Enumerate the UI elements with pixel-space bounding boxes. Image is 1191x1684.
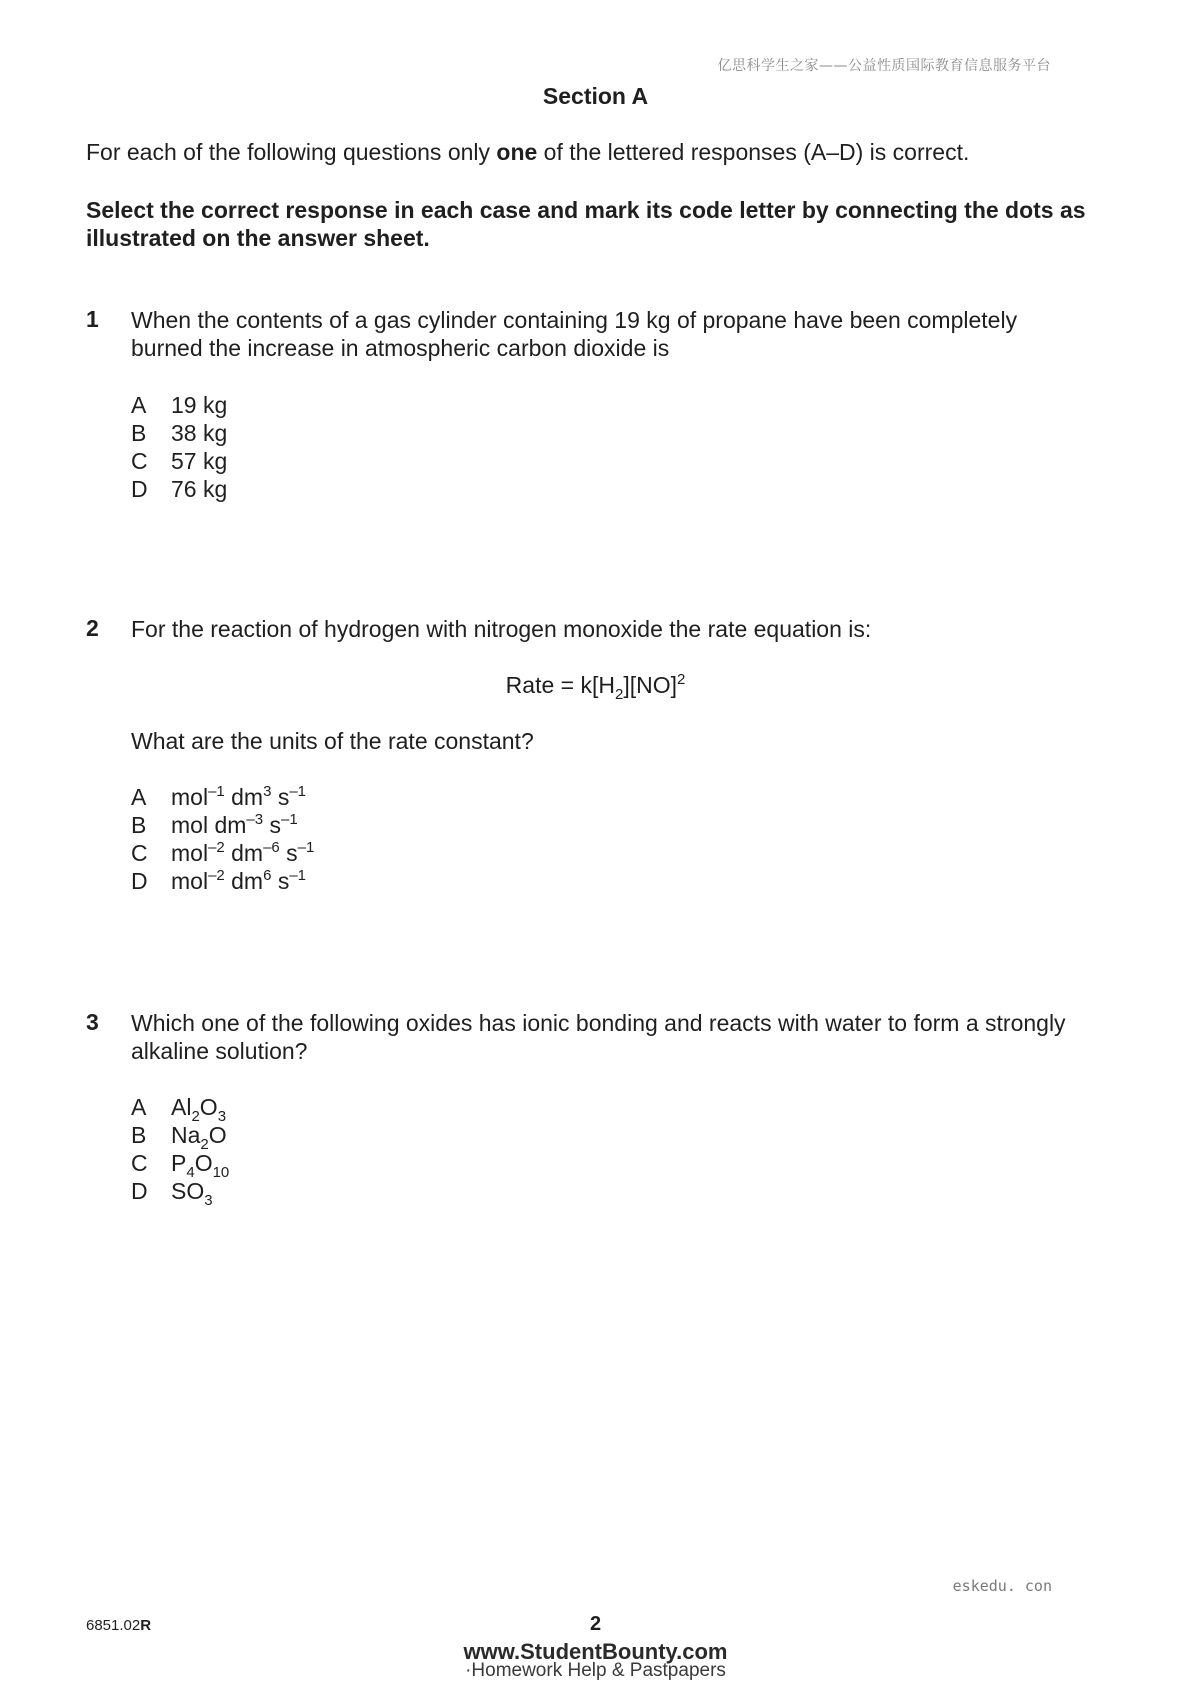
studentbounty-logo[interactable]: www.StudentBounty.com xyxy=(463,1639,728,1664)
unit-part: mol xyxy=(171,784,209,810)
unit-exponent: –1 xyxy=(289,783,307,800)
unit-part: s xyxy=(279,840,298,866)
formula-part: O xyxy=(208,1122,227,1148)
question-1-number: 1 xyxy=(86,306,99,332)
paper-code-suffix: R xyxy=(140,1617,152,1634)
option-letter: A xyxy=(131,784,147,810)
question-1-option-a xyxy=(131,391,227,419)
rate-equation-superscript: 2 xyxy=(676,671,686,688)
option-letter: B xyxy=(131,420,147,446)
formula-subscript: 3 xyxy=(204,1192,213,1209)
unit-exponent: –2 xyxy=(208,839,225,856)
formula-subscript: 2 xyxy=(191,1108,200,1125)
unit-exponent: 6 xyxy=(263,867,272,884)
option-text: 57 kg xyxy=(171,448,228,474)
question-2-prompt: What are the units of the rate constant? xyxy=(131,728,534,754)
unit-exponent: –1 xyxy=(289,867,307,884)
unit-part: dm xyxy=(224,784,264,810)
question-3-number: 3 xyxy=(86,1009,99,1035)
studentbounty-tagline: ·Homework Help & Pastpapers xyxy=(465,1660,726,1681)
option-letter: C xyxy=(131,1150,148,1176)
question-2-option-b xyxy=(131,811,314,839)
unit-exponent: –6 xyxy=(263,839,280,856)
formula-subscript: 4 xyxy=(186,1164,195,1181)
formula-subscript: 2 xyxy=(200,1136,209,1153)
formula-part: O xyxy=(199,1094,218,1120)
unit-part: s xyxy=(271,868,290,894)
question-1-option-d xyxy=(131,475,227,503)
formula-part: SO xyxy=(171,1178,205,1204)
intro-before: For each of the following questions only xyxy=(86,139,497,165)
formula-part: Al xyxy=(171,1094,192,1120)
option-letter: A xyxy=(131,392,147,418)
question-1-options xyxy=(131,391,227,503)
option-letter: D xyxy=(131,868,148,894)
question-2-option-a xyxy=(131,783,314,811)
question-3-text: Which one of the following oxides has ionic bonding and reacts with water to form a strongly alkaline solution? xyxy=(131,1010,1066,1064)
unit-exponent: –1 xyxy=(297,839,315,856)
intro-after: of the lettered responses (A–D) is correct. xyxy=(537,139,970,165)
option-text: 19 kg xyxy=(171,392,228,418)
option-text: 38 kg xyxy=(171,420,228,446)
unit-part: mol xyxy=(171,840,209,866)
question-2-option-d xyxy=(131,867,314,895)
formula-part: O xyxy=(194,1150,213,1176)
option-letter: D xyxy=(131,1178,148,1204)
unit-part: mol xyxy=(171,868,209,894)
rate-equation-mid: ][NO] xyxy=(623,672,677,698)
option-letter: C xyxy=(131,448,148,474)
formula-subscript: 10 xyxy=(212,1164,230,1181)
unit-part: dm xyxy=(224,840,264,866)
question-1-option-c xyxy=(131,447,227,475)
question-1-text: When the contents of a gas cylinder containing 19 kg of propane have been completely burned the increase in atmospheric carbon dioxide is xyxy=(131,307,1018,361)
footer-site-mark: eskedu. con xyxy=(952,1577,1052,1595)
question-3-option-b xyxy=(131,1121,229,1153)
intro-emphasis: one xyxy=(496,139,538,165)
unit-part: s xyxy=(271,784,290,810)
unit-exponent: –3 xyxy=(246,811,264,828)
formula-part: P xyxy=(171,1150,187,1176)
unit-exponent: –1 xyxy=(208,783,225,800)
question-1-option-b xyxy=(131,419,227,447)
question-2-text: For the reaction of hydrogen with nitrogen monoxide the rate equation is: xyxy=(131,616,872,642)
question-3-option-d xyxy=(131,1177,229,1209)
instruction-text: Select the correct response in each case and mark its code letter by connecting the dots as illustrated on the answer sheet. xyxy=(86,197,1086,251)
unit-exponent: –2 xyxy=(208,867,225,884)
formula-subscript: 3 xyxy=(217,1108,227,1125)
intro-text xyxy=(86,139,969,166)
option-letter: B xyxy=(131,812,147,838)
question-3-option-a xyxy=(131,1093,229,1125)
question-2-number: 2 xyxy=(86,615,99,641)
unit-part: s xyxy=(263,812,281,838)
unit-part: dm xyxy=(224,868,264,894)
header-watermark: 亿思科学生之家——公益性质国际教育信息服务平台 xyxy=(717,58,1051,74)
unit-exponent: 3 xyxy=(263,783,272,800)
unit-part: mol dm xyxy=(171,812,247,838)
page-number: 2 xyxy=(589,1613,602,1635)
paper-code-number: 6851.02 xyxy=(86,1617,141,1634)
option-text: 76 kg xyxy=(171,476,228,502)
rate-equation-prefix: Rate = k[H xyxy=(505,672,615,698)
option-letter: C xyxy=(131,840,148,866)
rate-equation-subscript: 2 xyxy=(614,686,624,703)
formula-part: Na xyxy=(171,1122,201,1148)
question-2-options xyxy=(131,783,314,895)
question-3-options xyxy=(131,1093,230,1209)
option-letter: A xyxy=(131,1094,147,1120)
section-title: Section A xyxy=(542,83,649,109)
question-3-option-c xyxy=(131,1149,230,1181)
option-letter: D xyxy=(131,476,148,502)
question-2-option-c xyxy=(131,839,314,867)
rate-equation xyxy=(0,671,1191,703)
unit-exponent: –1 xyxy=(280,811,298,828)
option-letter: B xyxy=(131,1122,147,1148)
